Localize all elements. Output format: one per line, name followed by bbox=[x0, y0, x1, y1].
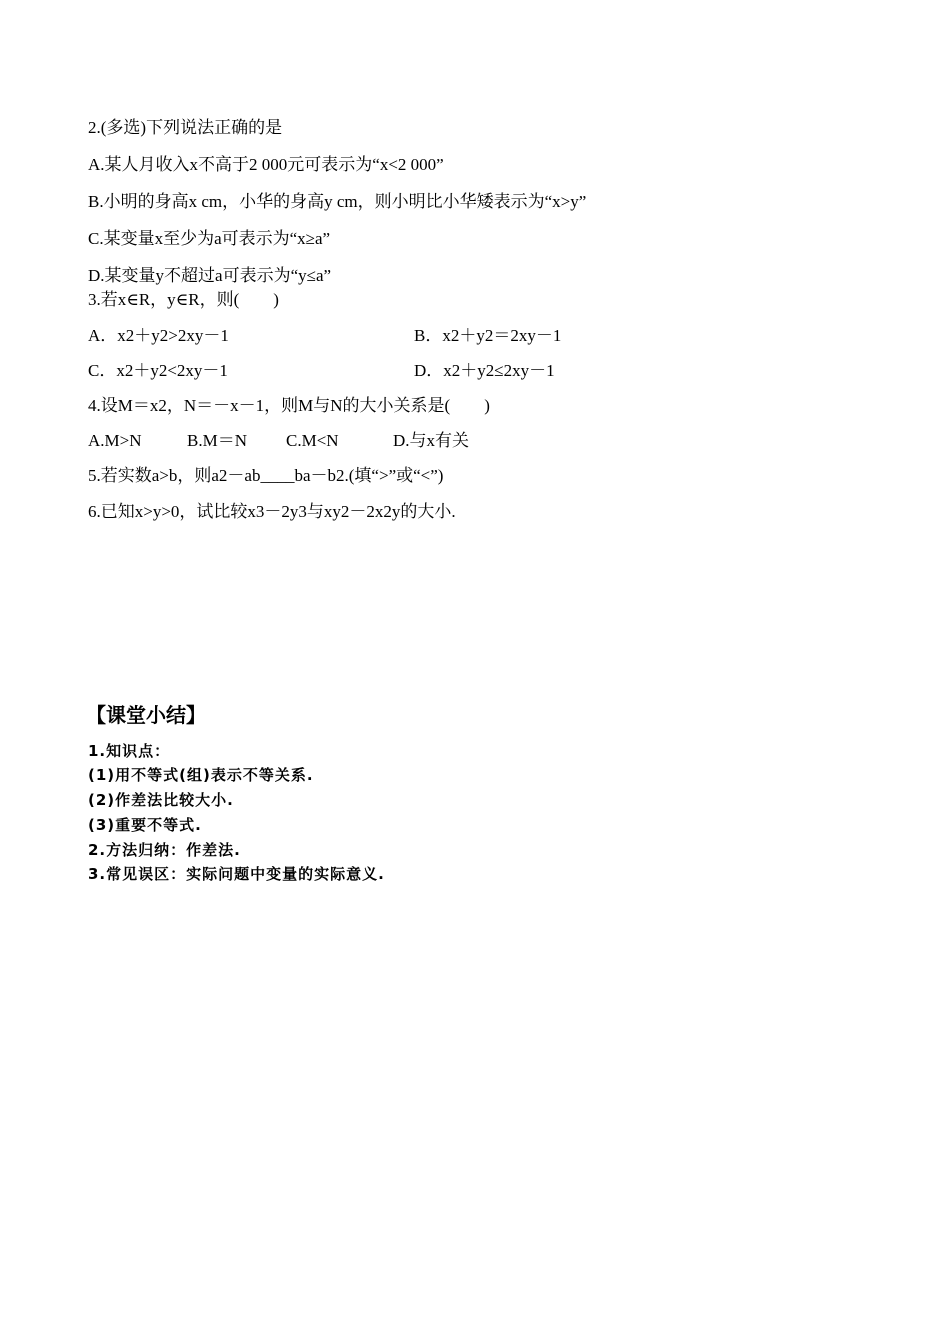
summary-item: 1.知识点： bbox=[88, 742, 171, 760]
summary-heading: 【课堂小结】 bbox=[86, 703, 206, 727]
question-4-option-a: A.M>N bbox=[88, 431, 142, 450]
question-4-option-c: C.M<N bbox=[286, 431, 339, 450]
summary-item: (2)作差法比较大小. bbox=[88, 791, 234, 809]
question-2-stem: 2.(多选)下列说法正确的是 bbox=[88, 118, 283, 137]
question-4-option-d: D.与x有关 bbox=[393, 431, 470, 450]
summary-item: (3)重要不等式. bbox=[88, 816, 202, 834]
question-4-option-b: B.M＝N bbox=[187, 431, 247, 450]
question-3-stem: 3.若x∈R，y∈R，则( ) bbox=[88, 290, 279, 309]
question-2-option-b: B.小明的身高x cm，小华的身高y cm，则小明比小华矮表示为“x>y” bbox=[88, 192, 587, 211]
question-2-option-d: D.某变量y不超过a可表示为“y≤a” bbox=[88, 266, 332, 285]
question-6-stem: 6.已知x>y>0，试比较x3－2y3与xy2－2x2y的大小. bbox=[88, 502, 456, 521]
question-3-row-2 bbox=[88, 360, 788, 382]
summary-item: 2.方法归纳：作差法. bbox=[88, 841, 241, 859]
question-3-option-d: D．x2＋y2≤2xy－1 bbox=[414, 361, 555, 380]
question-2-option-c: C.某变量x至少为a可表示为“x≥a” bbox=[88, 229, 331, 248]
question-3-option-a: A．x2＋y2>2xy－1 bbox=[88, 326, 229, 345]
question-5-stem: 5.若实数a>b，则a2－ab____ba－b2.(填“>”或“<”) bbox=[88, 466, 444, 485]
question-3-option-b: B．x2＋y2＝2xy－1 bbox=[414, 326, 562, 345]
question-4-stem: 4.设M＝x2，N＝－x－1，则M与N的大小关系是( ) bbox=[88, 396, 490, 415]
question-2-option-a: A.某人月收入x不高于2 000元可表示为“x<2 000” bbox=[88, 155, 444, 174]
question-3-row-1 bbox=[88, 325, 788, 347]
question-4-options bbox=[88, 430, 469, 452]
summary-item: 3.常见误区：实际问题中变量的实际意义. bbox=[88, 865, 385, 883]
summary-item: (1)用不等式(组)表示不等关系. bbox=[88, 766, 314, 784]
question-3-option-c: C．x2＋y2<2xy－1 bbox=[88, 361, 228, 380]
